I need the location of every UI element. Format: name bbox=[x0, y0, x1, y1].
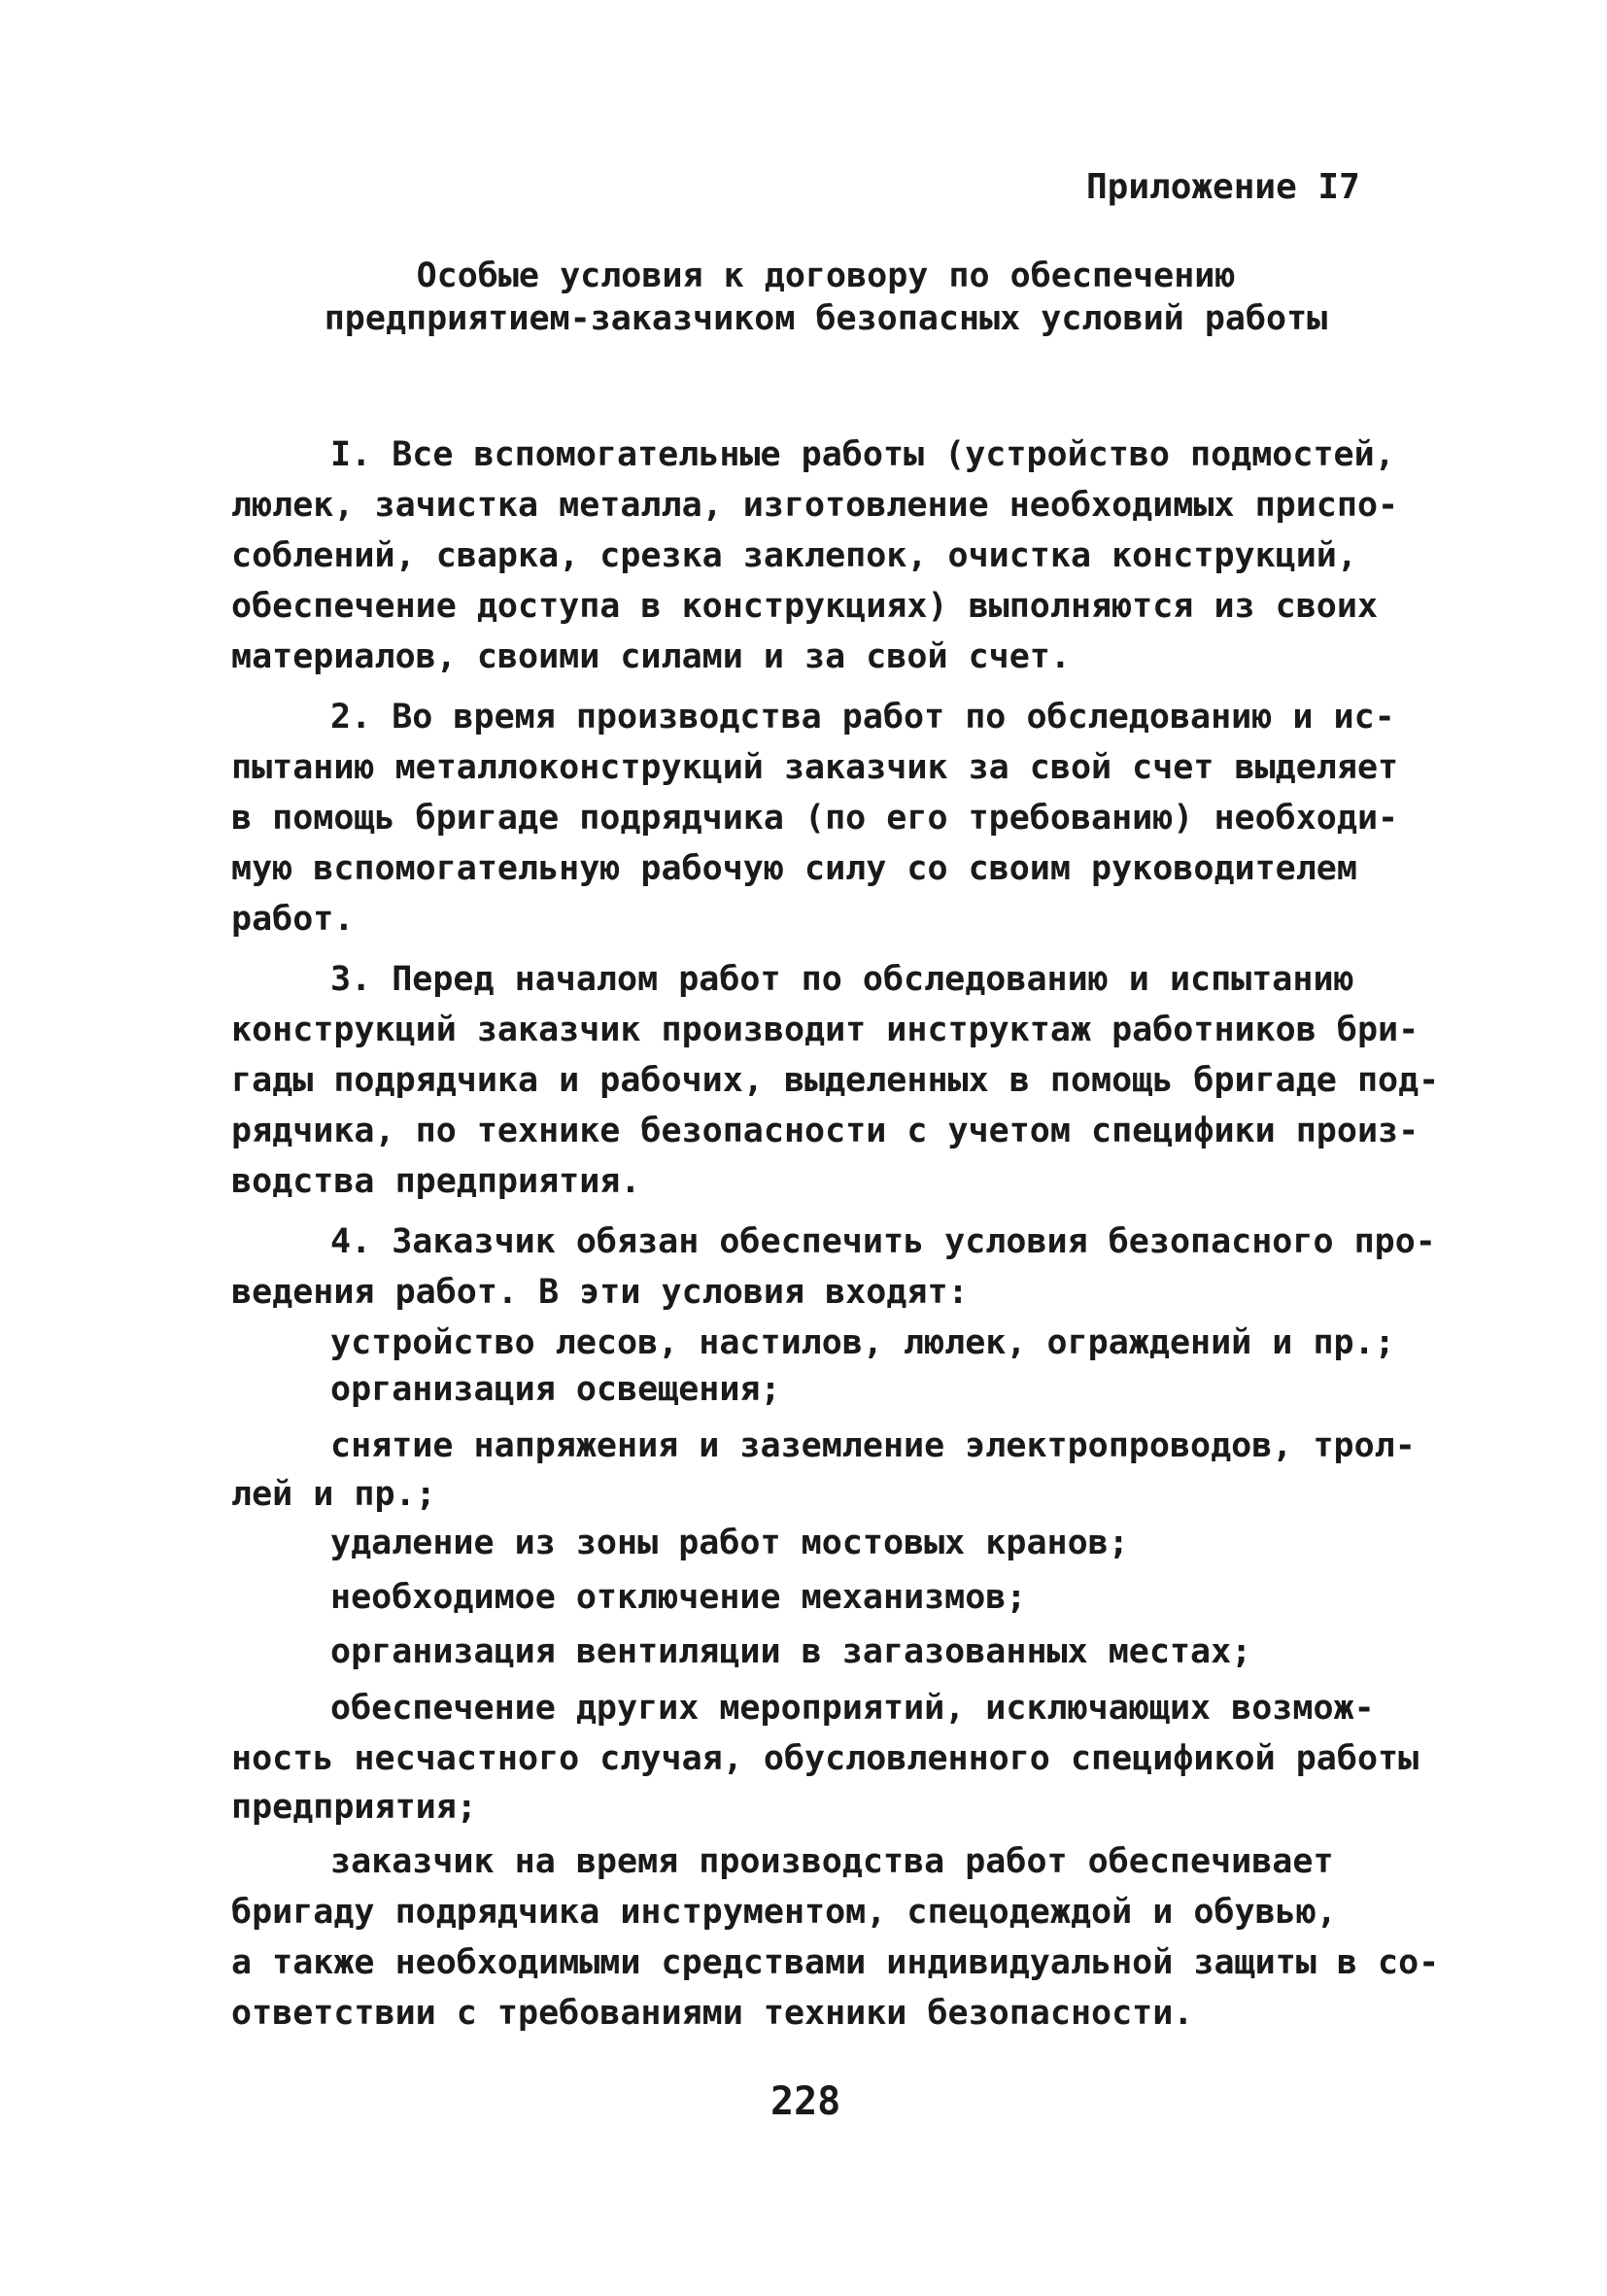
text-line: обеспечение доступа в конструкциях) выполняются из своих bbox=[231, 587, 1379, 626]
appendix-label: Приложение I7 bbox=[1086, 167, 1360, 207]
text-line: работ. bbox=[231, 900, 355, 939]
text-line: 4. Заказчик обязан обеспечить условия безопасного про- bbox=[330, 1222, 1436, 1261]
text-line: устройство лесов, настилов, люлек, ограждений и пр.; bbox=[330, 1323, 1395, 1362]
text-line: ответствии с требованиями техники безопасности. bbox=[231, 1994, 1194, 2033]
text-line: пытанию металлоконструкций заказчик за свой счет выделяет bbox=[231, 748, 1399, 787]
text-line: люлек, зачистка металла, изготовление необходимых приспо- bbox=[231, 486, 1399, 525]
text-line: снятие напряжения и заземление электропроводов, трол- bbox=[330, 1426, 1416, 1465]
text-line: мую вспомогательную рабочую силу со своим руководителем bbox=[231, 849, 1357, 888]
text-line: 3. Перед началом работ по обследованию и испытанию bbox=[330, 960, 1354, 999]
text-line: ведения работ. В эти условия входят: bbox=[231, 1273, 969, 1312]
page-number: 228 bbox=[770, 2079, 841, 2124]
text-line: ность несчастного случая, обусловленного спецификой работы bbox=[231, 1739, 1419, 1778]
text-line: 2. Во время производства работ по обследованию и ис- bbox=[330, 698, 1395, 737]
text-line: заказчик на время производства работ обеспечивает bbox=[330, 1842, 1334, 1881]
text-line: бригаду подрядчика инструментом, спецодеждой и обувью, bbox=[231, 1893, 1337, 1932]
text-line: I. Все вспомогательные работы (устройство подмостей, bbox=[330, 435, 1395, 474]
text-line: организация освещения; bbox=[330, 1370, 781, 1409]
text-line: предприятия; bbox=[231, 1788, 477, 1827]
text-line: удаление из зоны работ мостовых кранов; bbox=[330, 1524, 1129, 1562]
text-line: обеспечение других мероприятий, исключающих возмож- bbox=[330, 1689, 1375, 1728]
text-line: а также необходимыми средствами индивидуальной защиты в со- bbox=[231, 1943, 1440, 1982]
text-line: организация вентиляции в загазованных местах; bbox=[330, 1632, 1252, 1671]
text-line: в помощь бригаде подрядчика (по его требованию) необходи- bbox=[231, 799, 1399, 838]
title-line-1: Особые условия к договору по обеспечению bbox=[416, 257, 1236, 295]
text-line: необходимое отключение механизмов; bbox=[330, 1578, 1027, 1617]
text-line: конструкций заказчик производит инструктаж работников бри- bbox=[231, 1011, 1419, 1049]
document-title bbox=[223, 255, 1428, 340]
text-line: соблений, сварка, срезка заклепок, очистка конструкций, bbox=[231, 536, 1357, 575]
title-line-2: предприятием-заказчиком безопасных условий работы bbox=[324, 299, 1328, 338]
text-line: водства предприятия. bbox=[231, 1162, 641, 1201]
text-line: материалов, своими силами и за свой счет. bbox=[231, 637, 1071, 676]
text-line: гады подрядчика и рабочих, выделенных в помощь бригаде под- bbox=[231, 1061, 1440, 1100]
text-line: лей и пр.; bbox=[231, 1475, 436, 1514]
text-line: рядчика, по технике безопасности с учетом специфики произ- bbox=[231, 1112, 1419, 1150]
